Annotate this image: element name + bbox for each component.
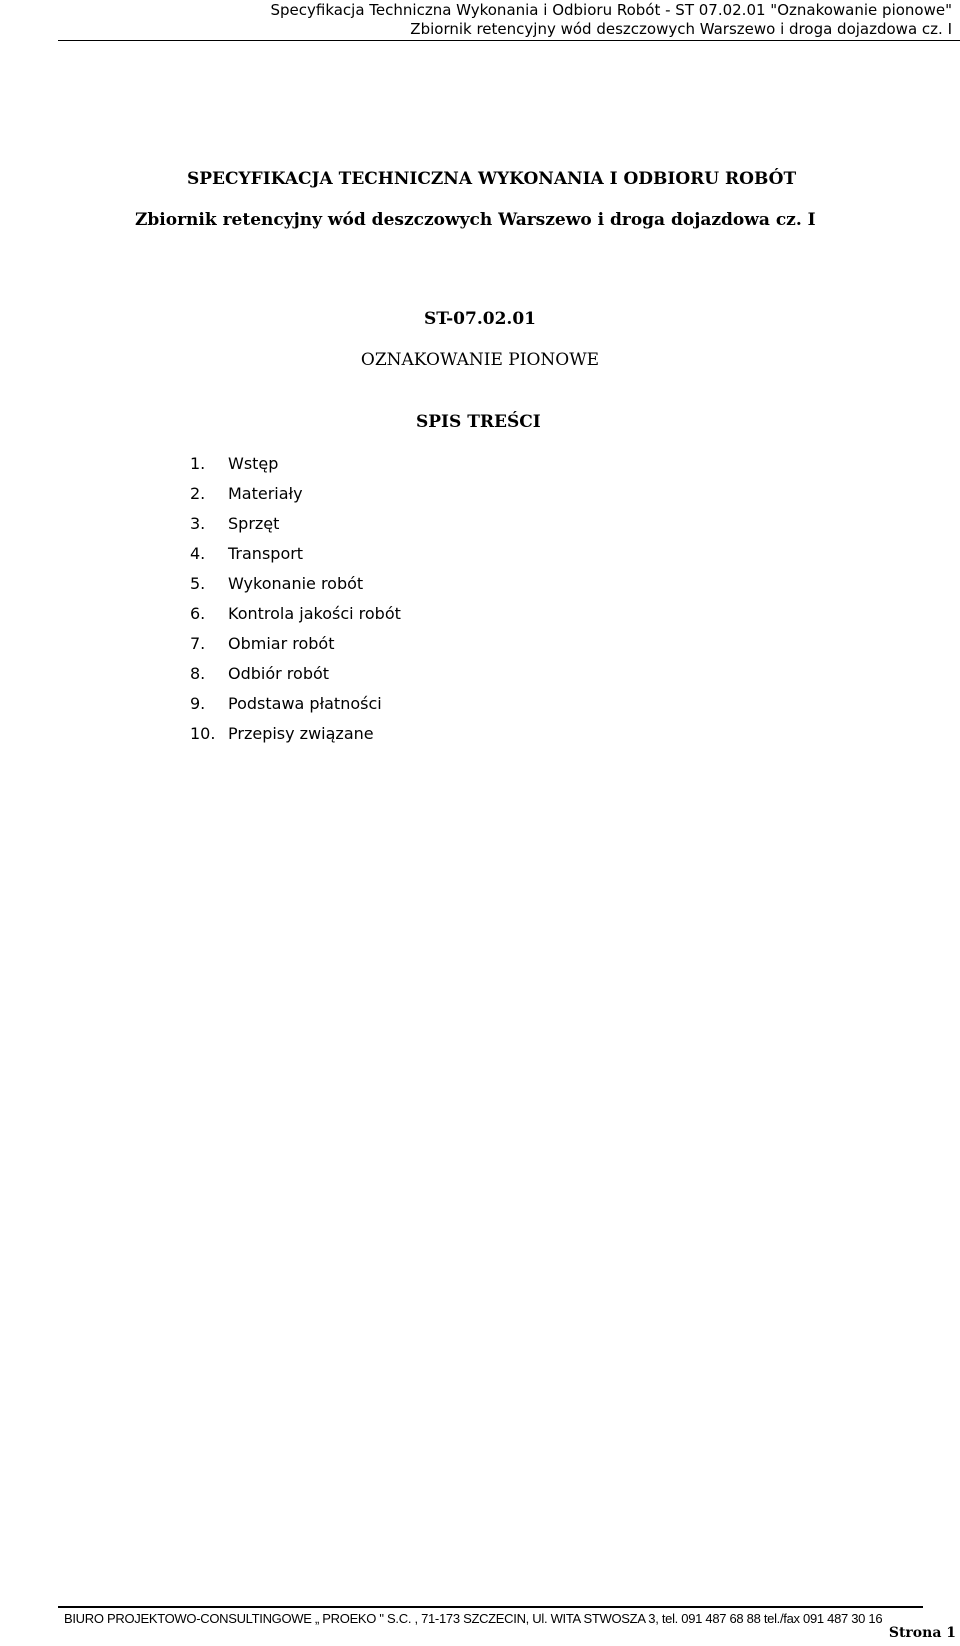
toc-item-label: Podstawa płatności	[228, 694, 382, 713]
toc-item	[190, 509, 401, 539]
toc-item	[190, 599, 401, 629]
spec-code: ST-07.02.01	[424, 309, 536, 329]
toc-item-number: 6.	[190, 604, 206, 623]
page-number: Strona 1	[888, 1625, 956, 1641]
footer-company-info: BIURO PROJEKTOWO-CONSULTINGOWE „ PROEKO " S.C. , 71-173 SZCZECIN, Ul. WITA STWOSZA 3, tel. 091 487 68 88 tel./fax 091 487 30 16	[64, 1611, 883, 1626]
spec-name: OZNAKOWANIE PIONOWE	[360, 350, 600, 370]
toc-heading: SPIS TREŚCI	[416, 412, 541, 432]
toc-item	[190, 449, 401, 479]
toc-item-label: Transport	[228, 544, 304, 563]
toc-item-label: Przepisy związane	[228, 724, 374, 743]
toc-item	[190, 479, 401, 509]
toc-item-label: Wykonanie robót	[228, 574, 364, 593]
toc-item-label: Kontrola jakości robót	[228, 604, 401, 623]
toc-item-label: Sprzęt	[228, 514, 280, 533]
document-subtitle: Zbiornik retencyjny wód deszczowych Warszewo i droga dojazdowa cz. I	[135, 210, 816, 230]
toc-item-number: 7.	[190, 634, 206, 653]
document-title: SPECYFIKACJA TECHNICZNA WYKONANIA I ODBIORU ROBÓT	[187, 169, 797, 189]
running-header	[270, 1, 952, 39]
running-header-line-1: Specyfikacja Techniczna Wykonania i Odbioru Robót - ST 07.02.01 "Oznakowanie pionowe"	[270, 1, 952, 19]
toc-item-label: Odbiór robót	[228, 664, 330, 683]
toc-item	[190, 629, 401, 659]
table-of-contents	[190, 449, 401, 749]
toc-item-number: 4.	[190, 544, 206, 563]
toc-item-number: 1.	[190, 454, 206, 473]
toc-item	[190, 569, 401, 599]
toc-item-number: 9.	[190, 694, 206, 713]
toc-item-number: 2.	[190, 484, 206, 503]
toc-item	[190, 689, 401, 719]
toc-item	[190, 659, 401, 689]
toc-item-label: Obmiar robót	[228, 634, 335, 653]
toc-item-number: 3.	[190, 514, 206, 533]
toc-item-number: 10.	[190, 724, 216, 743]
running-header-line-2: Zbiornik retencyjny wód deszczowych Warszewo i droga dojazdowa cz. I	[410, 20, 952, 38]
footer-divider	[58, 1606, 923, 1608]
toc-item	[190, 539, 401, 569]
toc-item	[190, 719, 401, 749]
toc-item-number: 5.	[190, 574, 206, 593]
toc-item-number: 8.	[190, 664, 206, 683]
header-divider	[58, 40, 960, 41]
toc-item-label: Wstęp	[228, 454, 279, 473]
toc-item-label: Materiały	[228, 484, 303, 503]
